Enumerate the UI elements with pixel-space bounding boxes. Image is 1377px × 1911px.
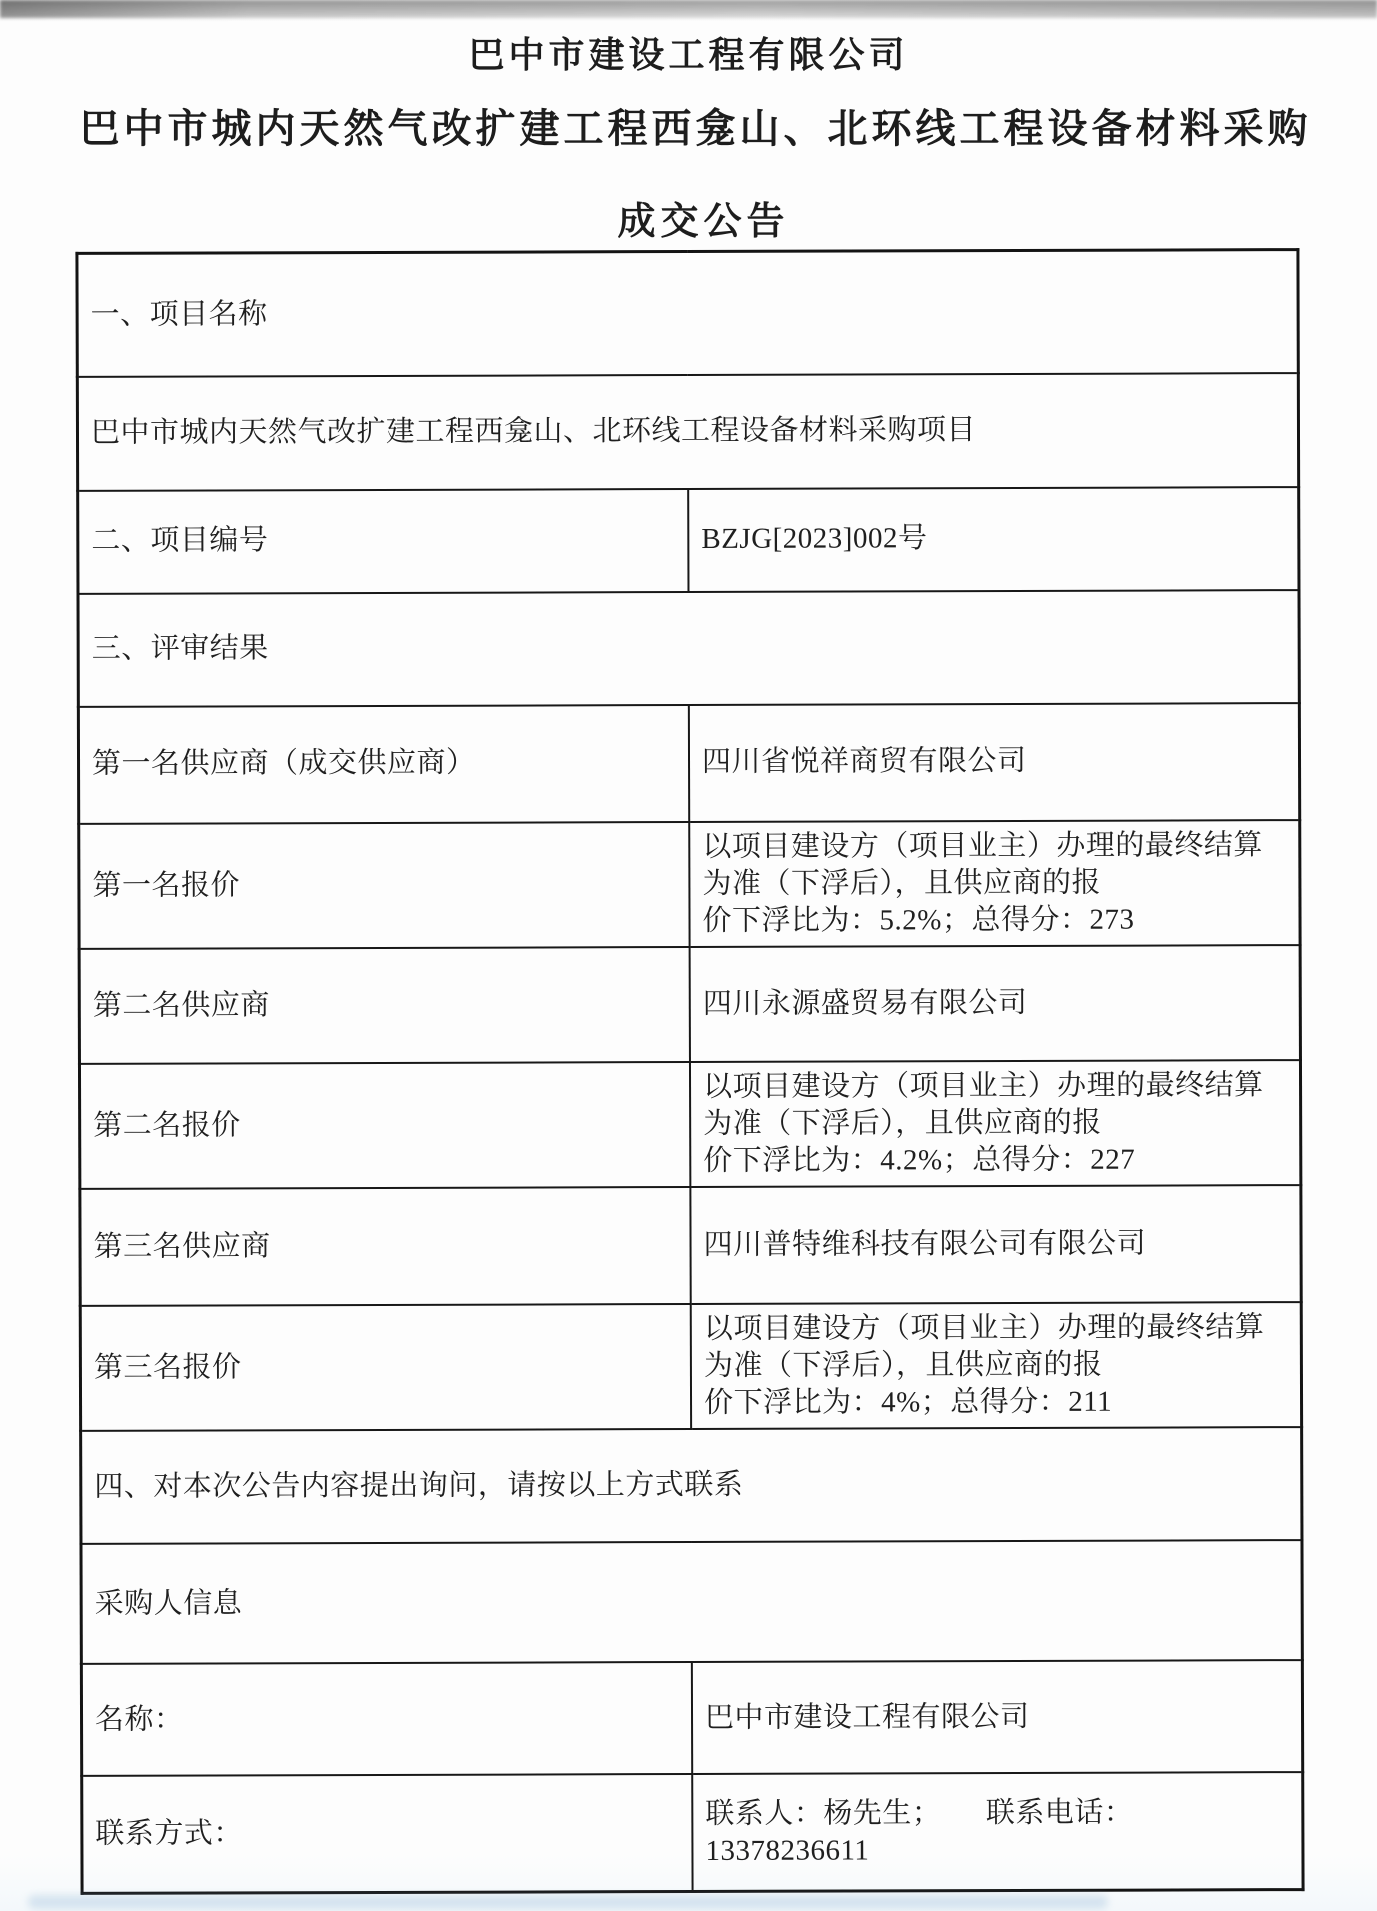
second-supplier-value: 四川永源盛贸易有限公司 [690,945,1301,1062]
second-bid-value [690,1060,1301,1187]
project-number-value: BZJG[2023]002号 [688,487,1299,592]
table-row [77,250,1298,377]
section-heading-inquiry: 四、对本次公告内容提出询问，请按以上方式联系 [81,1428,1302,1545]
section-heading-project-name: 一、项目名称 [77,250,1298,377]
purchaser-name-label: 名称： [81,1662,692,1776]
third-supplier-value: 四川普特维科技有限公司有限公司 [690,1185,1301,1304]
table-row [81,1428,1302,1545]
first-bid-value-line2: 价下浮比为：5.2%；总得分：273 [702,903,1135,937]
table-row [80,1185,1301,1306]
first-supplier-label: 第一名供应商（成交供应商） [78,705,689,824]
first-bid-value-line1: 以项目建设方（项目业主）办理的最终结算为准（下浮后），且供应商的报 [702,828,1263,900]
second-bid-value-line1: 以项目建设方（项目业主）办理的最终结算为准（下浮后），且供应商的报 [702,1069,1264,1140]
table-row [77,373,1298,491]
section-heading-review-result: 三、评审结果 [78,590,1299,707]
second-bid-value-line2: 价下浮比为：4.2%；总得分：227 [703,1143,1136,1178]
announcement-table [75,248,1304,1895]
table-row [78,703,1299,824]
table-row [81,1661,1302,1777]
scan-artifact-bottom-smudge [28,1895,1108,1909]
purchaser-info-heading: 采购人信息 [81,1541,1302,1665]
table-row [78,487,1299,594]
organization-title: 巴中市建设工程有限公司 [468,35,909,75]
second-supplier-label: 第二名供应商 [79,947,690,1064]
table-row [78,590,1299,707]
project-number-label: 二、项目编号 [78,489,689,594]
third-bid-value [691,1302,1302,1429]
first-bid-value [689,820,1300,947]
first-bid-label: 第一名报价 [79,822,690,949]
table-row [82,1773,1303,1894]
third-bid-label: 第三名报价 [80,1304,691,1431]
project-name-value: 巴中市城内天然气改扩建工程西龛山、北环线工程设备材料采购项目 [77,373,1298,491]
announcement-title: 成交公告 [617,201,790,244]
third-bid-value-line2: 价下浮比为：4%；总得分：211 [703,1386,1113,1420]
third-supplier-label: 第三名供应商 [80,1187,691,1306]
table-row [79,820,1300,949]
announcement-table-wrapper [75,248,1304,1895]
table-row [79,945,1300,1064]
table-row [80,1302,1301,1431]
scan-artifact-top-edge [0,0,1377,18]
first-supplier-value: 四川省悦祥商贸有限公司 [689,703,1300,822]
document-header [0,0,1377,245]
second-bid-label: 第二名报价 [79,1062,690,1189]
project-title: 巴中市城内天然气改扩建工程西龛山、北环线工程设备材料采购 [79,106,1312,152]
purchaser-name-value: 巴中市建设工程有限公司 [692,1661,1303,1775]
table-row [79,1060,1300,1189]
third-bid-value-line1: 以项目建设方（项目业主）办理的最终结算为准（下浮后），且供应商的报 [703,1311,1265,1383]
contact-method-label: 联系方式： [82,1774,693,1893]
contact-method-value: 联系人：杨先生； 联系电话：13378236611 [692,1773,1303,1892]
table-row [81,1541,1302,1665]
